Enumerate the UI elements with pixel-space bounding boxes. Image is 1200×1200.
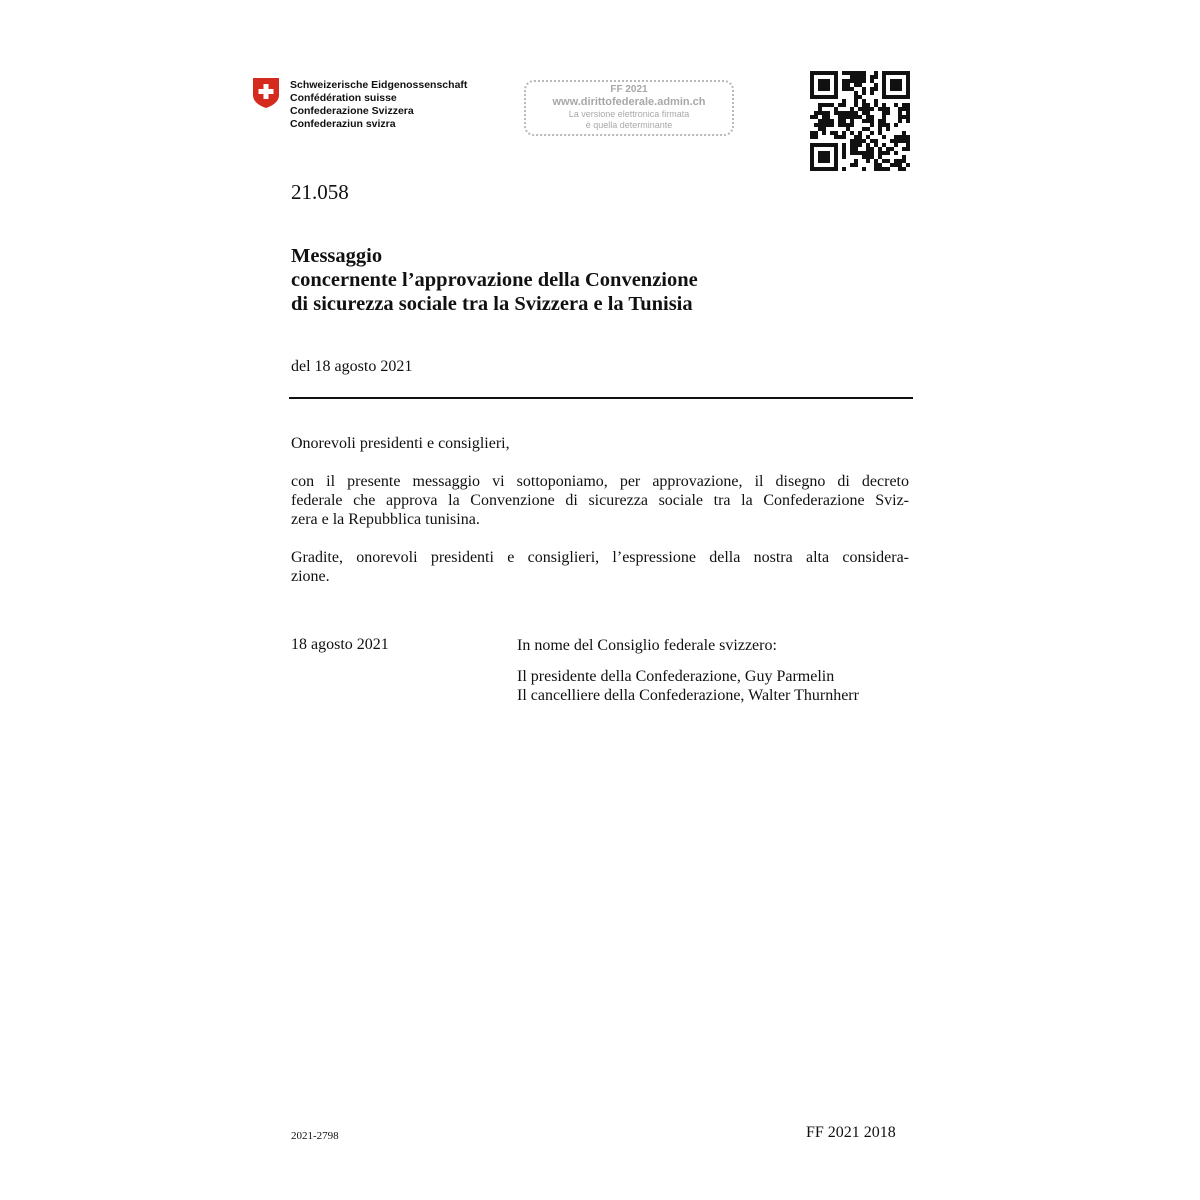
signature-intro: In nome del Consiglio federale svizzero: bbox=[517, 637, 777, 654]
document-number: 21.058 bbox=[291, 180, 349, 204]
document-title bbox=[291, 244, 698, 316]
title-line: concernente l’approvazione della Convenzione bbox=[291, 269, 698, 291]
footer-reference: FF 2021 2018 bbox=[806, 1124, 896, 1141]
official-stamp bbox=[524, 80, 734, 136]
signature-date: 18 agosto 2021 bbox=[291, 636, 389, 653]
stamp-line-2: www.dirittofederale.admin.ch bbox=[552, 96, 706, 108]
paragraph-approval bbox=[291, 472, 909, 529]
paragraph-closing bbox=[291, 548, 909, 586]
confederation-name-fr: Confédération suisse bbox=[290, 92, 397, 104]
confederation-name-rm: Confederaziun svizra bbox=[290, 118, 396, 130]
paragraph-line: zione. bbox=[291, 568, 330, 585]
confederation-name-de: Schweizerische Eidgenossenschaft bbox=[290, 79, 468, 91]
horizontal-divider bbox=[289, 397, 913, 399]
document-date: del 18 agosto 2021 bbox=[291, 358, 413, 375]
paragraph-line: zera e la Repubblica tunisina. bbox=[291, 511, 480, 528]
qr-code-icon bbox=[810, 71, 910, 171]
title-line: di sicurezza sociale tra la Svizzera e la Tunisia bbox=[291, 293, 693, 315]
paragraph-line: con il presente messaggio vi sottoponiamo, per approvazione, il disegno di decreto bbox=[291, 473, 909, 490]
footer-document-id: 2021-2798 bbox=[291, 1130, 339, 1142]
swiss-cross-icon bbox=[252, 77, 280, 109]
confederation-name-it: Confederazione Svizzera bbox=[290, 105, 414, 117]
stamp-line-3: La versione elettronica firmata bbox=[568, 109, 690, 119]
salutation: Onorevoli presidenti e consiglieri, bbox=[291, 435, 510, 452]
signature-block bbox=[517, 636, 859, 705]
stamp-line-4: è quella determinante bbox=[585, 120, 673, 130]
signature-chancellor: Il cancelliere della Confederazione, Walter Thurnherr bbox=[517, 687, 859, 704]
paragraph-line: Gradite, onorevoli presidenti e consiglieri, l’espressione della nostra alta considera- bbox=[291, 549, 909, 566]
signature-president: Il presidente della Confederazione, Guy Parmelin bbox=[517, 668, 835, 685]
title-line: Messaggio bbox=[291, 245, 383, 267]
stamp-line-1: FF 2021 bbox=[610, 84, 648, 95]
paragraph-line: federale che approva la Convenzione di sicurezza sociale tra la Confederazione Sviz- bbox=[291, 492, 909, 509]
confederation-names bbox=[290, 79, 467, 131]
